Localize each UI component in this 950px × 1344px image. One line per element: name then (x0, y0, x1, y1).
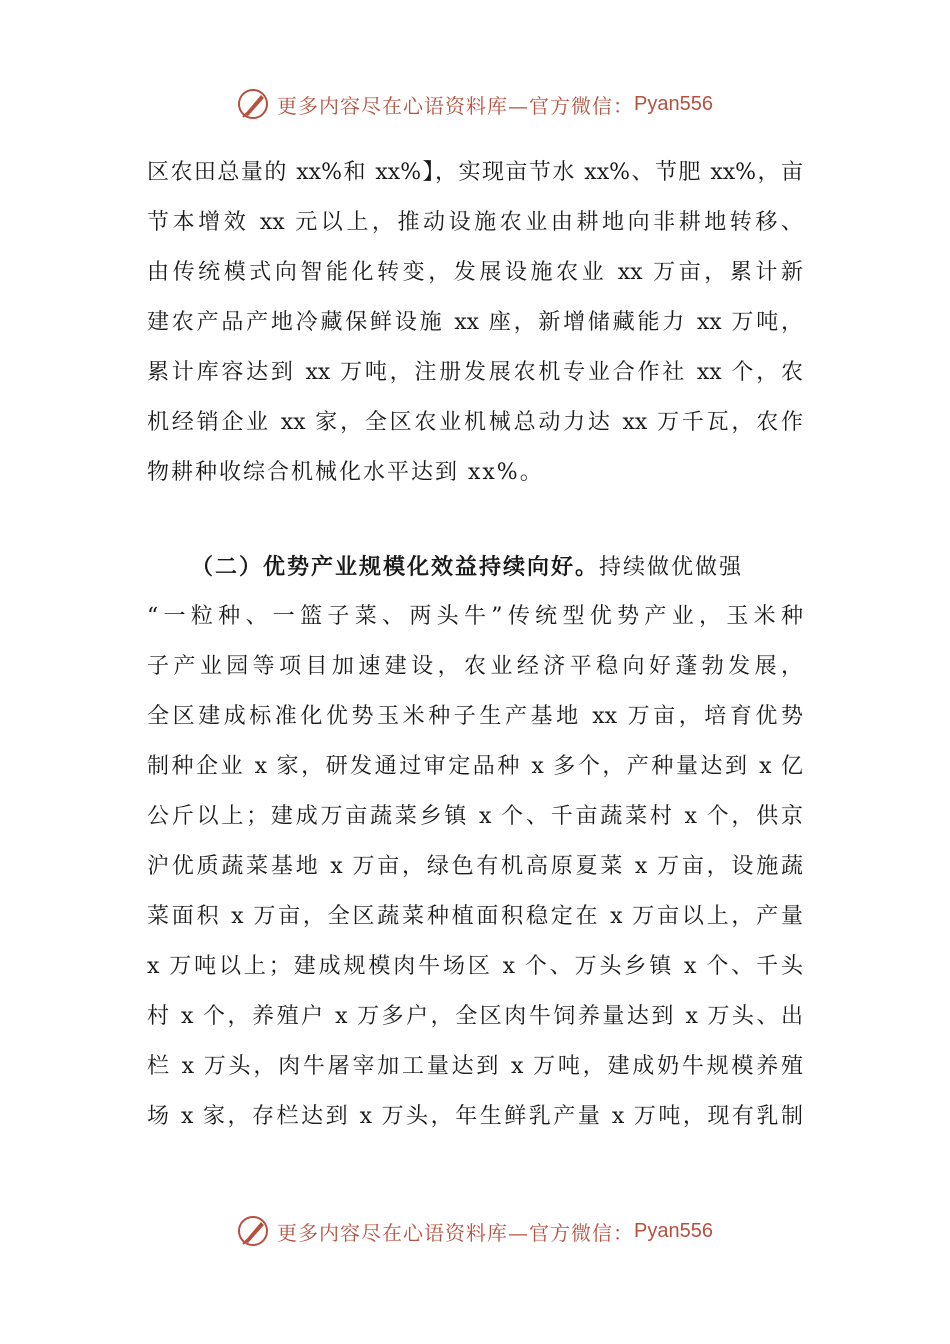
watermark-wechat-id: Pyan556 (634, 92, 713, 115)
text-line: 累计库容达到 xx 万吨，注册发展农机专业合作社 xx 个，农 (147, 360, 803, 385)
quill-pen-icon (237, 1214, 271, 1248)
text-line: 村 x 个，养殖户 x 万多户，全区肉牛饲养量达到 x 万头、出 (147, 1004, 803, 1029)
text-line: 子产业园等项目加速建设，农业经济平稳向好蓬勃发展， (147, 654, 803, 679)
quill-pen-icon (237, 87, 271, 121)
footer-watermark (0, 1211, 950, 1251)
text-line: 沪优质蔬菜基地 x 万亩，绿色有机高原夏菜 x 万亩，设施蔬 (147, 854, 803, 879)
paragraph-2 (147, 542, 803, 1142)
text-line: 物耕种收综合机械化水平达到 xx%。 (147, 460, 544, 485)
text-line: x 万吨以上；建成规模肉牛场区 x 个、万头乡镇 x 个、千头 (147, 954, 803, 979)
paragraph-first-line (147, 542, 803, 592)
paragraph-1 (147, 148, 803, 498)
document-body (147, 148, 803, 1142)
watermark-wechat-id: Pyan556 (634, 1219, 713, 1242)
text-line: 公斤以上；建成万亩蔬菜乡镇 x 个、千亩蔬菜村 x 个，供京 (147, 804, 803, 829)
text-line: 建农产品产地冷藏保鲜设施 xx 座，新增储藏能力 xx 万吨， (147, 310, 803, 335)
text-line: “一粒种、一篮子菜、两头牛”传统型优势产业，玉米种 (147, 604, 803, 629)
text-line: 由传统模式向智能化转变，发展设施农业 xx 万亩，累计新 (147, 260, 803, 285)
text-line: 机经销企业 xx 家，全区农业机械总动力达 xx 万千瓦，农作 (147, 410, 803, 435)
text-line: 区农田总量的 xx%和 xx%】，实现亩节水 xx%、节肥 xx%，亩 (147, 160, 803, 185)
text-line: 全区建成标准化优势玉米种子生产基地 xx 万亩，培育优势 (147, 704, 803, 729)
watermark-text: 更多内容尽在心语资料库—官方微信： (277, 93, 635, 118)
header-watermark (0, 84, 950, 124)
section-heading: （二）优势产业规模化效益持续向好。 (191, 554, 600, 580)
text-line: 场 x 家，存栏达到 x 万头，年生鲜乳产量 x 万吨，现有乳制 (147, 1104, 803, 1129)
watermark-text: 更多内容尽在心语资料库—官方微信： (277, 1220, 635, 1245)
text-fragment: 持续做优做强 (599, 555, 744, 580)
text-line: 节本增效 xx 元以上，推动设施农业由耕地向非耕地转移、 (147, 210, 803, 235)
text-line: 制种企业 x 家，研发通过审定品种 x 多个，产种量达到 x 亿 (147, 754, 803, 779)
text-line: 栏 x 万头，肉牛屠宰加工量达到 x 万吨，建成奶牛规模养殖 (147, 1054, 803, 1079)
text-line: 菜面积 x 万亩，全区蔬菜种植面积稳定在 x 万亩以上，产量 (147, 904, 803, 929)
